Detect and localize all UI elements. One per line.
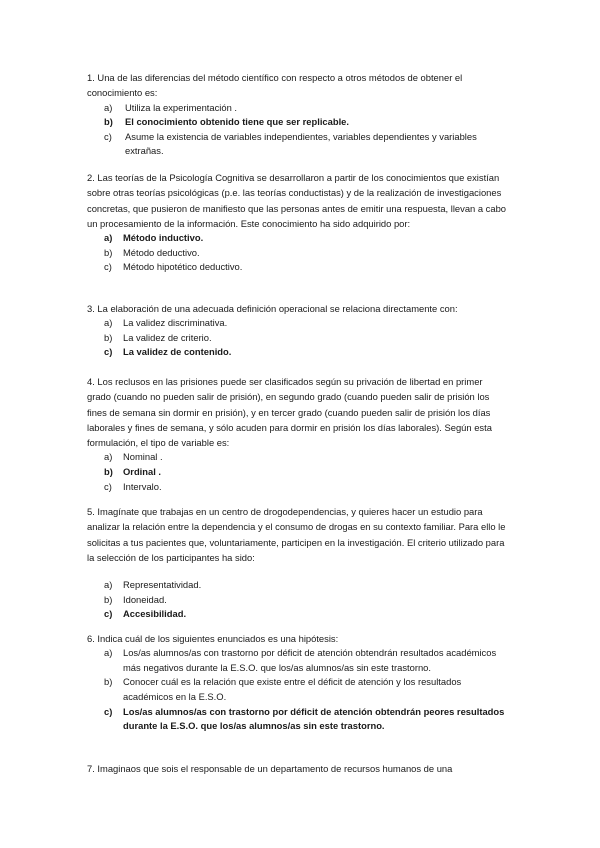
option-a: [87, 101, 507, 116]
option-b: [87, 465, 507, 480]
option-text: Idoneidad.: [123, 593, 167, 605]
options-list: [87, 231, 507, 275]
option-letter: a): [104, 101, 113, 113]
question-stem: 7. Imaginaos que sois el responsable de un departamento de recursos humanos de una: [87, 763, 453, 774]
option-c: [87, 607, 507, 622]
question-stem: 2. Las teorías de la Psicología Cognitiva se desarrollaron a partir de los conocimientos que existían sobre otras teorías psicológicas (p.e. las teorías conductistas) y de la realización de investigaciones concretas, que pusieron de manifiesto que las personas antes de emitir una respuesta, llevan a cabo un procesamiento de la información. Este conocimiento ha sido adquirido por:: [87, 172, 507, 229]
option-letter: a): [104, 317, 113, 329]
option-letter: b): [104, 331, 113, 343]
option-letter: c): [104, 608, 113, 620]
question-3: [87, 301, 507, 360]
option-letter: b): [104, 246, 113, 258]
option-text: El conocimiento obtenido tiene que ser replicable.: [125, 116, 350, 128]
option-c: [87, 260, 507, 275]
option-letter: a): [104, 232, 113, 244]
option-b: [87, 331, 507, 346]
option-letter: b): [104, 466, 113, 478]
options-list: [87, 646, 507, 734]
option-text: Los/as alumnos/as con trastorno por déficit de atención obtendrán resultados académicos más negativos durante la E.S.O. que los/as alumnos/as sin este trastorno.: [123, 647, 497, 673]
option-b: [87, 593, 507, 608]
option-text: Los/as alumnos/as con trastorno por déficit de atención obtendrán peores resultados durante la E.S.O. que los/as alumnos/as sin este trastorno.: [123, 705, 505, 732]
option-b: [87, 115, 507, 130]
question-6: [87, 631, 507, 734]
option-a: [87, 578, 507, 593]
option-letter: c): [104, 130, 112, 142]
question-1: [87, 70, 507, 159]
option-text: Representatividad.: [123, 579, 202, 591]
question-stem: 5. Imagínate que trabajas en un centro de drogodependencias, y quieres hacer un estudio para analizar la relación entre la dependencia y el consumo de drogas en su contexto familiar. Para ello le solicitas a tus pacientes que, voluntariamente, participen en la investigación. El criterio utilizado para la selección de los participantes ha sido:: [87, 506, 506, 563]
option-letter: b): [104, 676, 113, 688]
options-list: [87, 316, 507, 360]
question-5: [87, 504, 507, 622]
option-text: Intervalo.: [123, 480, 162, 492]
option-text: Método hipotético deductivo.: [123, 261, 243, 273]
option-c: [87, 480, 507, 495]
question-7: [87, 761, 507, 776]
option-letter: c): [104, 480, 112, 492]
question-stem: 6. Indica cuál de los siguientes enunciados es una hipótesis:: [87, 633, 339, 644]
option-letter: c): [104, 705, 113, 717]
option-letter: b): [104, 116, 113, 128]
option-text: La validez de contenido.: [123, 346, 232, 358]
question-2: [87, 170, 507, 275]
blank-line: [87, 565, 507, 578]
option-text: La validez discriminativa.: [123, 317, 228, 329]
options-list: [87, 101, 507, 159]
question-stem: 4. Los reclusos en las prisiones puede ser clasificados según su privación de libertad en primer grado (cuando no pueden salir de prisión), en segundo grado (cuando pueden salir de prisión los fines de semana sin dormir en prisión), y en tercer grado (cuando pueden salir de prisión los días laborales y fines de semana, y sólo acuden para dormir en prisión los días laborales). Según esta formulación, el tipo de variable es:: [87, 376, 492, 449]
option-text: Accesibilidad.: [123, 608, 187, 620]
option-text: Conocer cuál es la relación que existe entre el déficit de atención y los resultados académicos en la E.S.O.: [123, 676, 462, 703]
option-letter: a): [104, 647, 113, 659]
option-text: Método inductivo.: [123, 232, 204, 244]
question-stem: 1. Una de las diferencias del método científico con respecto a otros métodos de obtener el conocimiento es:: [87, 72, 463, 99]
options-list: [87, 578, 507, 622]
option-c: [87, 345, 507, 360]
option-a: [87, 231, 507, 246]
option-letter: c): [104, 261, 112, 273]
option-text: Ordinal .: [123, 466, 162, 478]
option-text: Utiliza la experimentación .: [125, 101, 238, 113]
question-stem: 3. La elaboración de una adecuada definición operacional se relaciona directamente con:: [87, 303, 458, 314]
option-a: [87, 646, 507, 675]
option-letter: a): [104, 579, 113, 591]
question-4: [87, 374, 507, 494]
option-text: Nominal .: [123, 451, 163, 463]
option-a: [87, 450, 507, 465]
option-letter: a): [104, 451, 113, 463]
option-letter: c): [104, 346, 113, 358]
options-list: [87, 450, 507, 494]
option-text: Método deductivo.: [123, 246, 200, 258]
option-c: [87, 705, 507, 734]
option-b: [87, 246, 507, 261]
option-a: [87, 316, 507, 331]
option-b: [87, 675, 507, 704]
option-text: Asume la existencia de variables independientes, variables dependientes y variables extrañas.: [125, 130, 477, 157]
option-c: [87, 130, 507, 159]
option-letter: b): [104, 593, 113, 605]
option-text: La validez de criterio.: [123, 331, 212, 343]
